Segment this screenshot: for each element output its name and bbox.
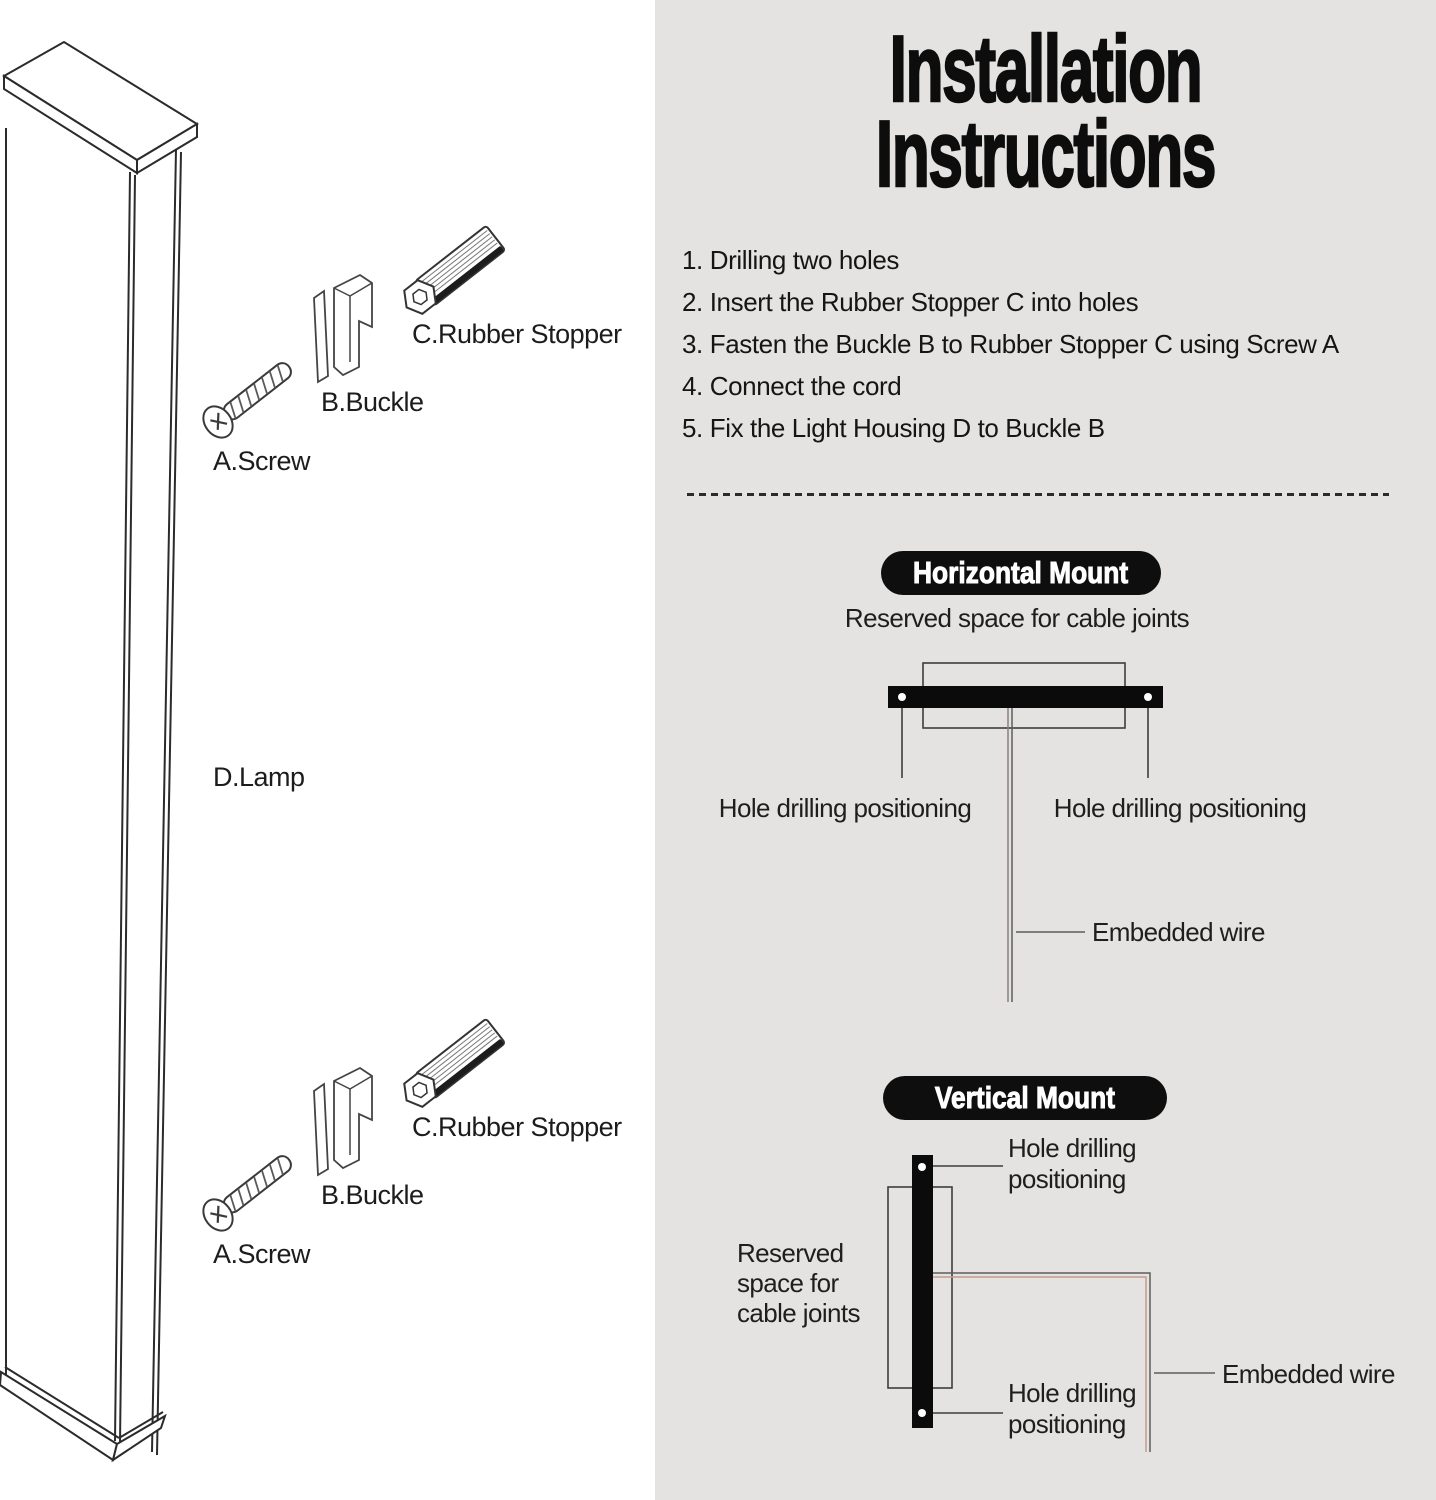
step-item: 2. Insert the Rubber Stopper C into holes [682,287,1139,317]
reserved-space-line3: cable joints [737,1298,860,1328]
step-item: 1. Drilling two holes [682,245,900,275]
reserved-space-line2: space for [737,1268,839,1298]
mounting-hole [898,693,906,701]
reserved-space-label-vertical [737,1238,860,1328]
hole-drilling-label-bottom-line2: positioning [1008,1409,1126,1439]
reserved-space-label-horizontal: Reserved space for cable joints [844,603,1190,633]
dashed-divider [687,493,1389,496]
horizontal-mount-badge [881,551,1161,595]
hole-drilling-label-top-line1: Hole drilling [1008,1133,1137,1163]
rubber-stopper-label-bottom: C.Rubber Stopper [412,1112,622,1142]
mounting-hole [1144,693,1152,701]
step-item: 3. Fasten the Buckle B to Rubber Stopper C using Screw A [682,329,1339,359]
vertical-mount-badge [883,1076,1167,1120]
screw-label-top: A.Screw [213,446,311,476]
step-item: 5. Fix the Light Housing D to Buckle B [682,413,1105,443]
screw-label-bottom: A.Screw [213,1239,311,1269]
buckle-label-top: B.Buckle [321,387,424,417]
horizontal-mount-badge-label: Horizontal Mount [913,555,1129,590]
embedded-wire-label-horizontal: Embedded wire [1092,917,1265,947]
hole-drilling-label-bottom [1008,1378,1136,1440]
mount-plate-bar [888,686,1163,708]
lamp-illustration [0,42,197,1460]
page-title-line1: Installation [889,16,1202,121]
vertical-mount-badge-label: Vertical Mount [934,1080,1116,1115]
instruction-steps [682,239,1339,449]
step-item: 4. Connect the cord [682,371,902,401]
horizontal-mount-diagram [888,663,1163,1002]
hole-drilling-label-right: Hole drilling positioning [1053,793,1307,823]
hole-drilling-label-bottom-line1: Hole drilling [1008,1378,1137,1408]
hole-drilling-label-left: Hole drilling positioning [718,793,972,823]
page-title [655,16,1436,206]
mounting-hole [918,1163,926,1171]
buckle-label-bottom: B.Buckle [321,1180,424,1210]
mounting-hole [918,1409,926,1417]
hole-drilling-label-top [1008,1133,1136,1195]
reserved-space-line1: Reserved [737,1238,844,1268]
embedded-wire-label-vertical: Embedded wire [1222,1359,1395,1389]
lamp-label: D.Lamp [213,762,305,792]
page-title-line2: Instructions [875,101,1216,206]
rubber-stopper-label-top: C.Rubber Stopper [412,319,622,349]
mount-plate-bar [912,1155,933,1428]
hole-drilling-label-top-line2: positioning [1008,1164,1126,1194]
